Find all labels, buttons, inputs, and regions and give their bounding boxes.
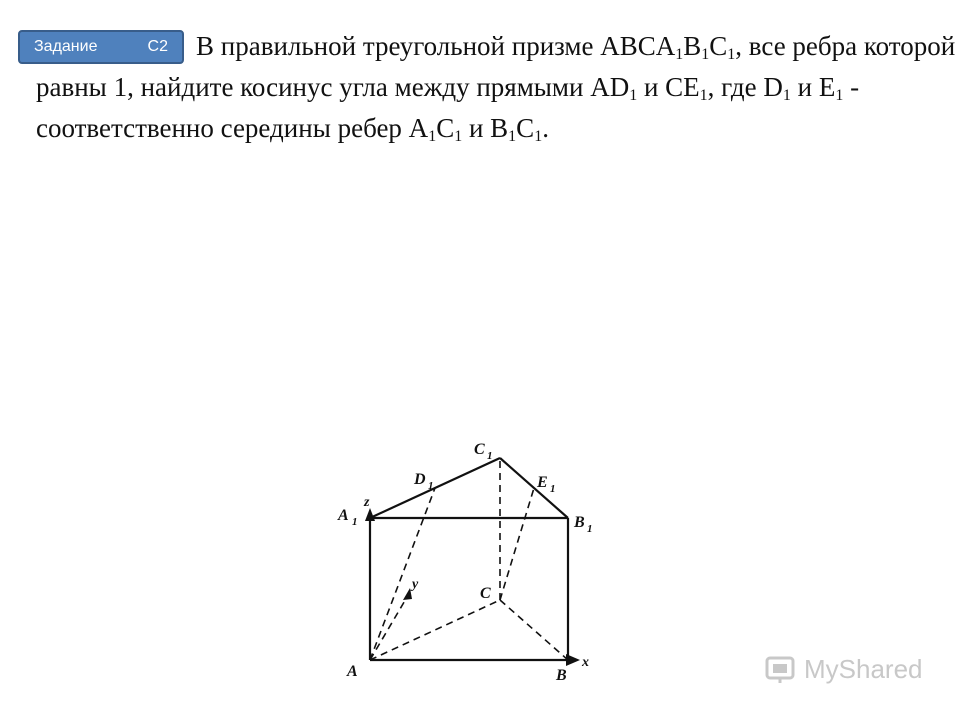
label-a1-sub: 1	[352, 516, 358, 528]
label-x: x	[582, 655, 589, 670]
label-y: y	[412, 577, 419, 592]
label-c1: C	[474, 441, 485, 458]
label-c1-sub: 1	[487, 450, 493, 462]
label-a: A	[347, 663, 358, 680]
watermark-text: MyShared	[804, 654, 923, 684]
label-a1: A	[338, 507, 349, 524]
label-d1-sub: 1	[428, 480, 434, 492]
axis-y	[370, 592, 410, 660]
problem-statement: В правильной треугольной призме $ABCA_1B_1C_1$, все ребра которой равны 1, найдите косинус угла между прямыми $AD_1$ и $CE_1$, где $D_1$ и $E_1$ - соответственно середины ребер $A_1C_1$ и $B_1C_1$.	[36, 31, 956, 145]
label-z: z	[364, 495, 370, 510]
label-d1: D	[414, 471, 426, 488]
label-b: B	[556, 667, 567, 684]
y-arrow-icon	[403, 588, 412, 600]
edge-c-b	[500, 600, 568, 660]
label-b1-sub: 1	[587, 523, 593, 535]
segment-c-e1	[500, 488, 534, 600]
x-arrow-icon	[566, 654, 580, 666]
label-c: C	[480, 585, 491, 602]
label-b1: B	[574, 514, 585, 531]
label-e1-sub: 1	[550, 483, 556, 495]
myshared-watermark	[764, 654, 923, 685]
label-e1: E	[537, 474, 548, 491]
edge-c1-b1	[500, 458, 568, 518]
task-badge-label: Задание	[34, 38, 98, 55]
task-badge-code: С2	[147, 38, 168, 55]
prism-diagram	[300, 415, 620, 685]
myshared-logo-icon	[764, 655, 798, 685]
